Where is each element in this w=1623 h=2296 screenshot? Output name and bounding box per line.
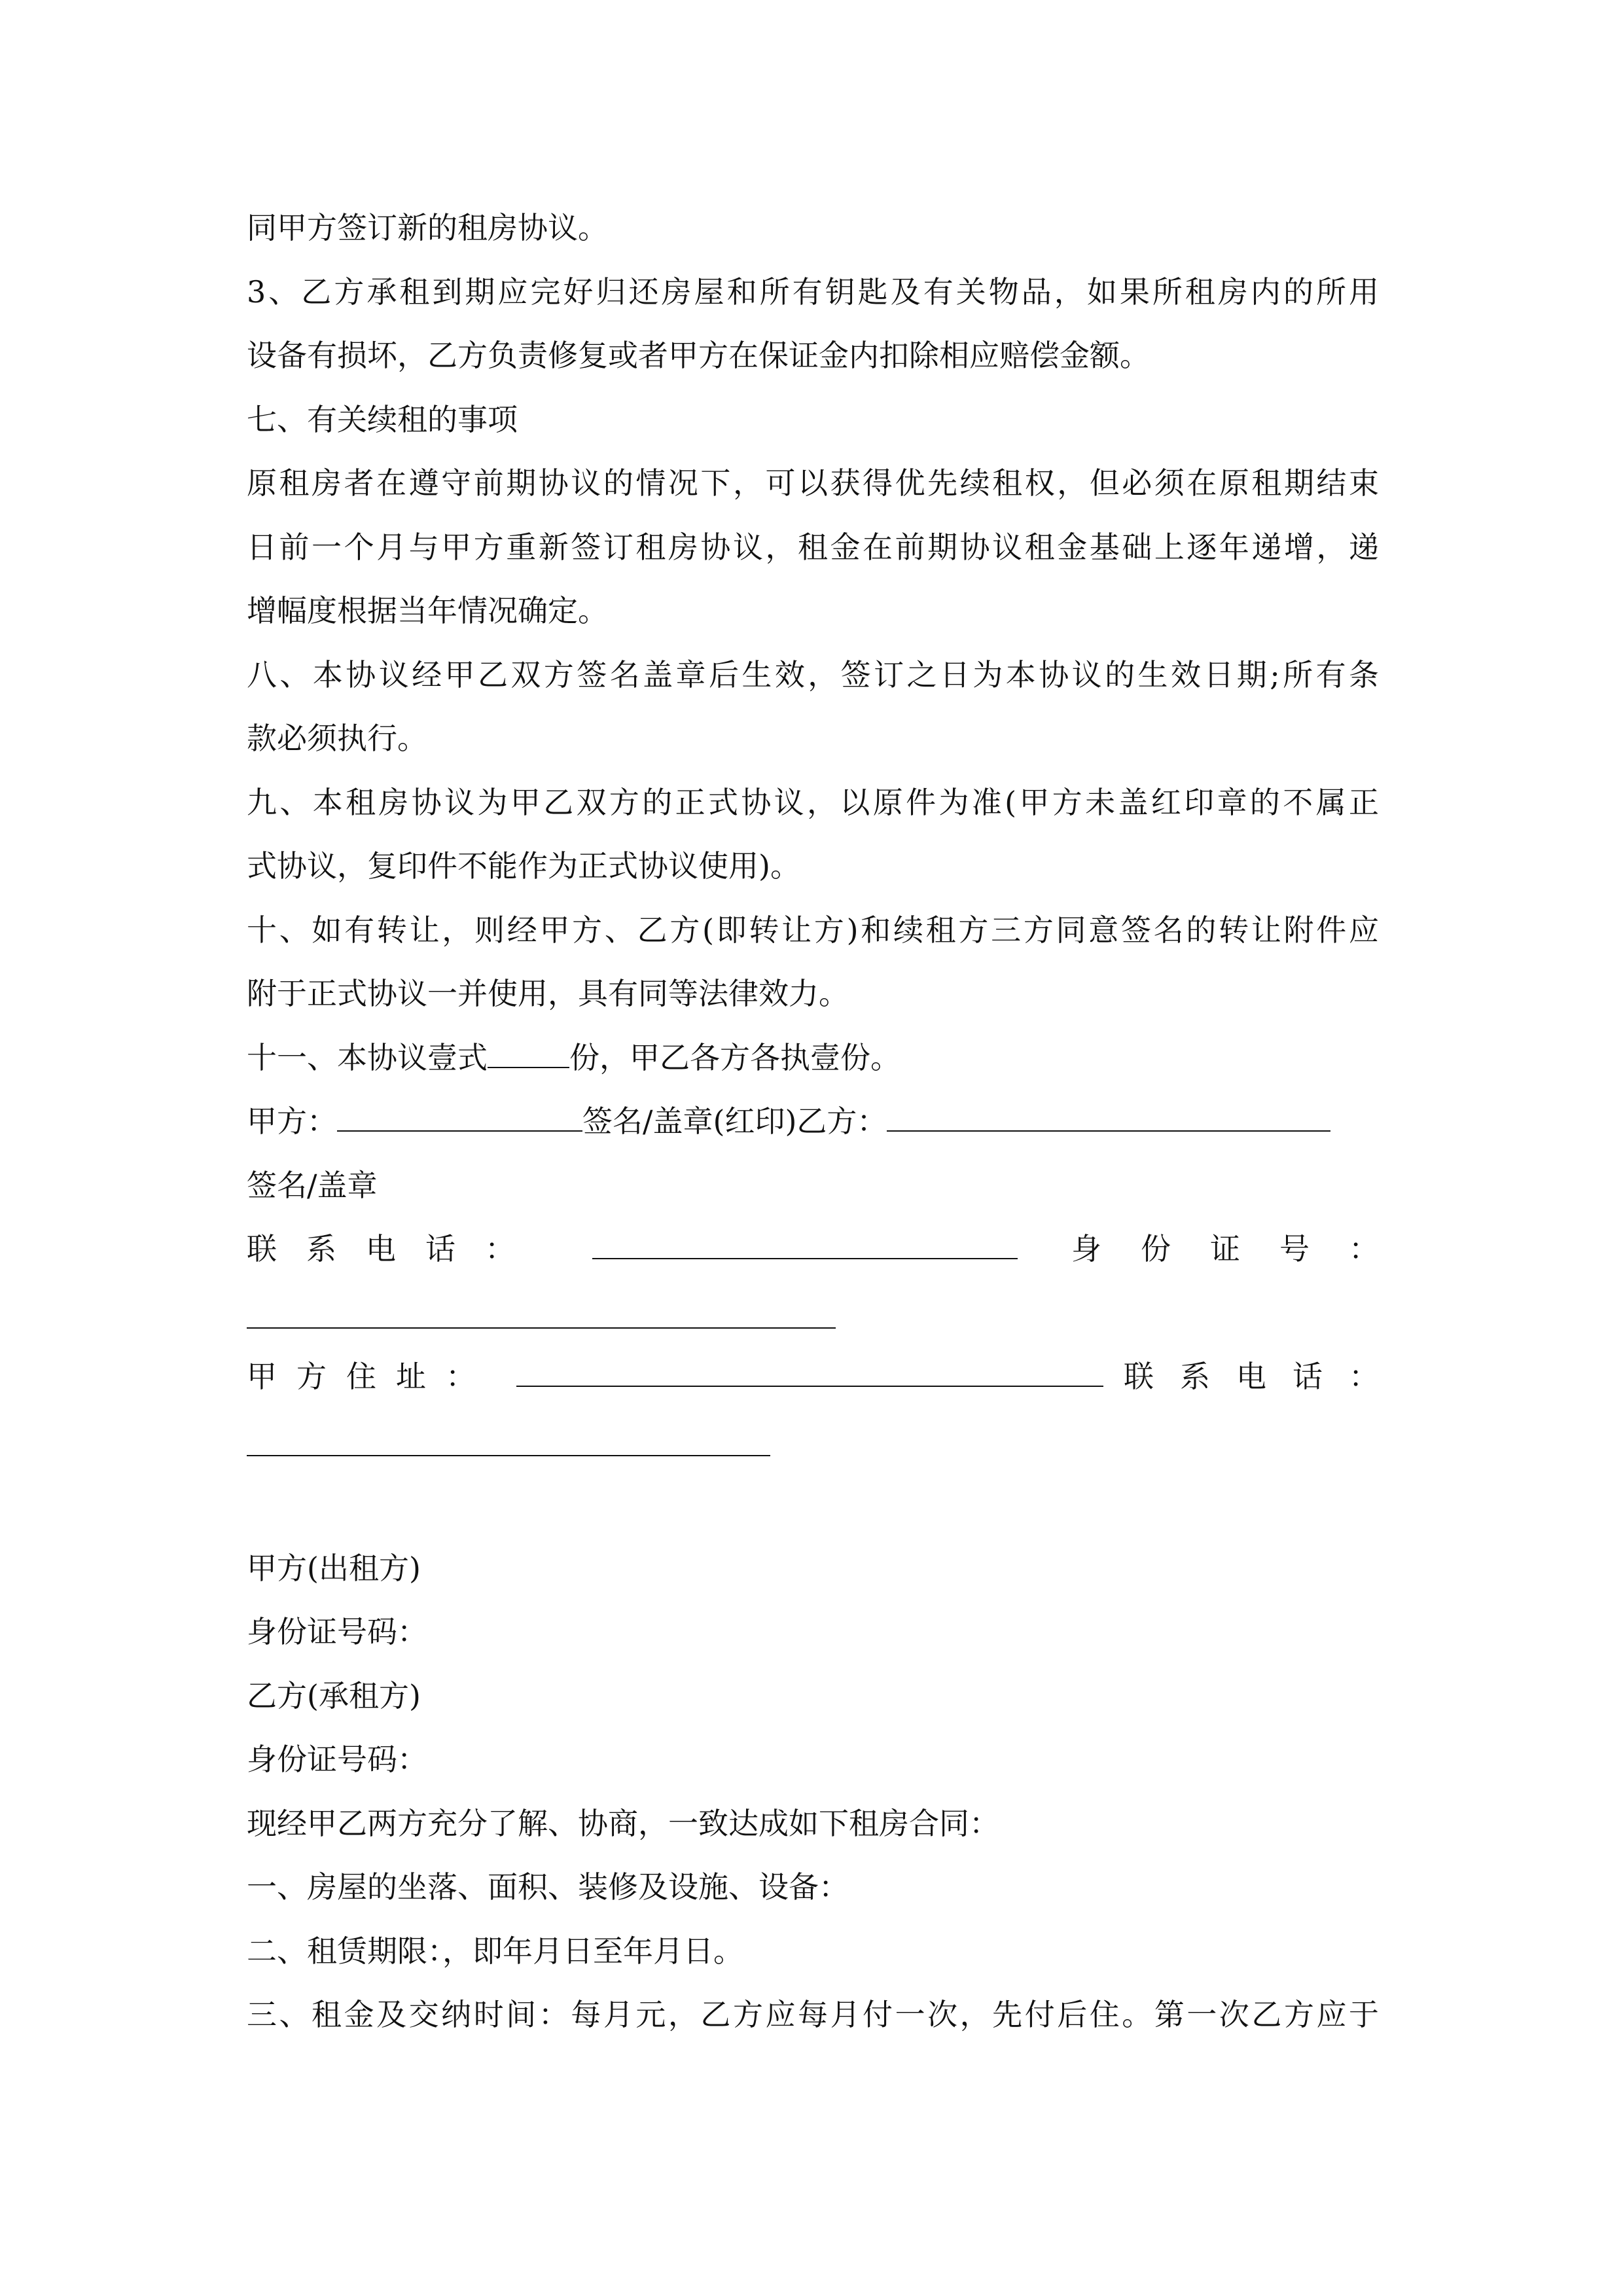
party-a-label: 甲方： <box>247 1103 337 1139</box>
section-8-line-2: 款必须执行。 <box>247 721 427 756</box>
contact-row <box>247 1217 1418 1282</box>
blank-spacer <box>247 1473 1379 1537</box>
section-7-line-3: 增幅度根据当年情况确定。 <box>247 593 608 628</box>
section-9-line-2: 式协议，复印件不能作为正式协议使用)。 <box>247 848 800 884</box>
id-number-label: 身份证号： <box>1071 1231 1418 1266</box>
contract-body <box>247 196 1418 2047</box>
article-3: 三、租金及交纳时间：每月元，乙方应每月付一次，先付后住。第一次乙方应于 <box>247 1997 1379 2032</box>
clause-3-line-2: 设备有损坏，乙方负责修复或者甲方在保证金内扣除相应赔偿金额。 <box>247 338 1150 373</box>
agreement-intro: 现经甲乙两方充分了解、协商，一致达成如下租房合同： <box>247 1805 999 1841</box>
article-1: 一、房屋的坐落、面积、装修及设施、设备： <box>247 1869 849 1905</box>
lessor-line: 甲方(出租方) <box>247 1550 421 1586</box>
section-7-line-2: 日前一个月与甲方重新签订租房协议，租金在前期协议租金基础上逐年递增，递 <box>247 529 1379 565</box>
section-9-line-1: 九、本租房协议为甲乙双方的正式协议，以原件为准(甲方未盖红印章的不属正 <box>247 784 1379 820</box>
phone-2-blank-row <box>247 1409 1379 1473</box>
party-b-signature-blank[interactable] <box>887 1099 1330 1132</box>
contact-phone-blank[interactable] <box>592 1227 1018 1259</box>
id-number-blank[interactable] <box>247 1327 836 1329</box>
address-row <box>247 1345 1405 1409</box>
party-a-address-blank[interactable] <box>516 1354 1103 1387</box>
clause-3-line-1: 3、乙方承租到期应完好归还房屋和所有钥匙及有关物品，如果所租房内的所用 <box>247 274 1379 310</box>
contact-phone-label: 联系电话： <box>247 1231 544 1266</box>
lessee-line: 乙方(承租方) <box>247 1677 421 1713</box>
section-10-line-1: 十、如有转让，则经甲方、乙方(即转让方)和续租方三方同意签名的转让附件应 <box>247 912 1379 948</box>
party-a-signature-blank[interactable] <box>337 1099 582 1132</box>
paragraph-line: 同甲方签订新的租房协议。 <box>247 210 608 245</box>
section-7-heading: 七、有关续租的事项 <box>247 401 518 437</box>
contact-phone-2-blank[interactable] <box>247 1455 770 1456</box>
section-8-line-1: 八、本协议经甲乙双方签名盖章后生效，签订之日为本协议的生效日期;所有条 <box>247 656 1379 692</box>
section-11-text-a: 十一、本协议壹式 <box>247 1039 488 1075</box>
lessee-id-line: 身份证号码： <box>247 1742 427 1777</box>
article-2: 二、租赁期限：，即年月日至年月日。 <box>247 1933 743 1969</box>
contact-phone-2-label: 联系电话： <box>1124 1359 1405 1394</box>
copies-blank[interactable] <box>488 1035 569 1067</box>
id-number-blank-row <box>247 1282 1379 1346</box>
section-10-line-2: 附于正式协议一并使用，具有同等法律效力。 <box>247 976 849 1011</box>
section-11-line <box>247 1026 1379 1090</box>
party-a-address-label: 甲方住址： <box>247 1359 495 1394</box>
party-b-label: 签名/盖章(红印)乙方： <box>582 1103 887 1139</box>
lessor-id-line: 身份证号码： <box>247 1614 427 1649</box>
section-11-text-b: 份，甲乙各方各执壹份。 <box>569 1039 901 1075</box>
section-7-line-1: 原租房者在遵守前期协议的情况下，可以获得优先续租权，但必须在原租期结束 <box>247 465 1379 501</box>
signature-seal-line: 签名/盖章 <box>247 1167 378 1203</box>
signature-row <box>247 1090 1379 1154</box>
